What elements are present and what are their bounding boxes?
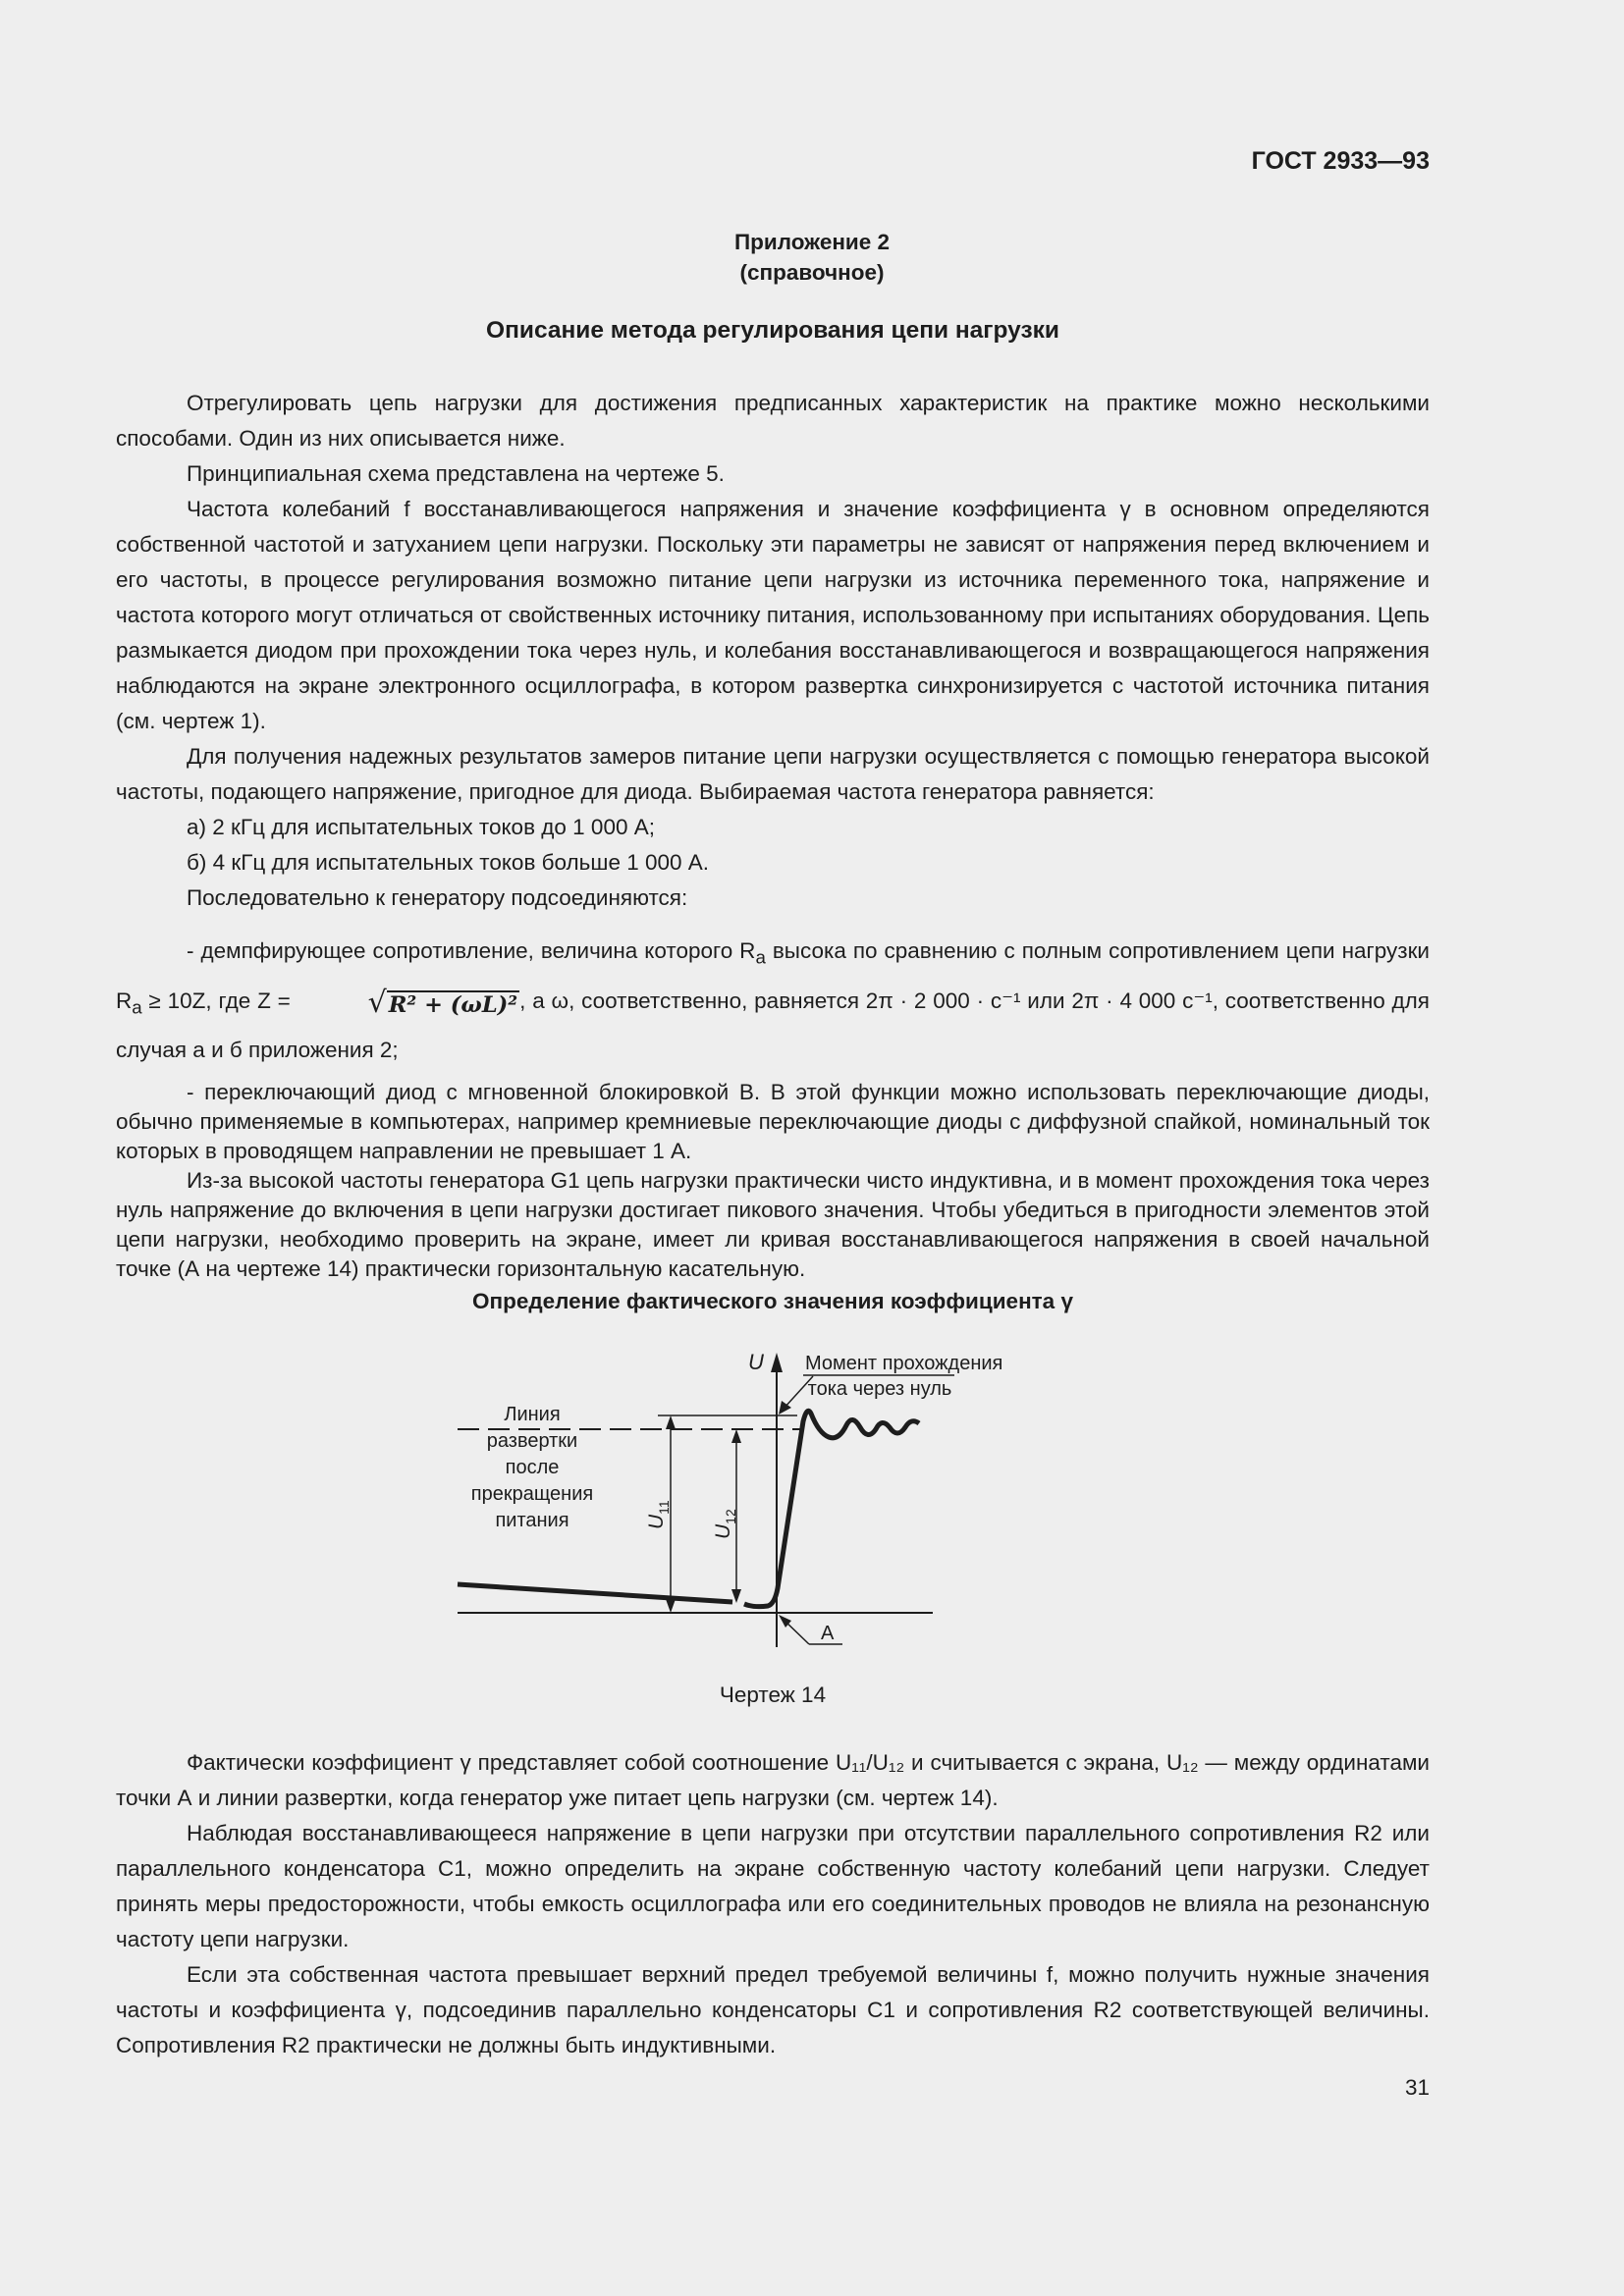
u12-label-sub: 12 [723,1509,738,1524]
sweep-line-supply [458,1584,732,1602]
document-id: ГОСТ 2933—93 [1251,147,1430,175]
recovery-voltage-curve [744,1411,919,1606]
u12-arrow-top [731,1429,741,1443]
label-line-1: Линия [504,1404,561,1425]
impedance-formula: √R² + (ωL)² [367,985,518,1020]
paragraph-10: Из-за высокой частоты генератора G1 цепь нагрузки практически чисто индуктивна, и в момент прохождения тока через нуль напряжение до включения в цепи нагрузки достигает пикового значения. Чтобы убедиться в пригодности элементов этой цепи нагрузки, необходимо проверить на экране, имеет ли кривая восстанавливающегося напряжения в своей начальной точке (А на чертеже 14) практически горизонтальную касательную. [116,1168,1430,1281]
paragraph-q3: Если эта собственная частота превышает верхний предел требуемой величины f, можно получить нужные значения частоты и коэффициента γ, подсоединив параллельно конденсаторы C1 и сопротивления R2 соответствующей величины. Сопротивления R2 практически не должны быть индуктивными. [116,1962,1430,2057]
u12-label [712,1509,738,1539]
label-line-2: развертки [486,1430,578,1452]
appendix-number: Приложение 2 [733,230,891,254]
paragraph-4: Для получения надежных результатов замеров питание цепи нагрузки осуществляется с помощью генератора высокой частоты, подающего напряжение, пригодное для диода. Выбираемая частота генератора равняется: [116,744,1430,804]
paragraph-q1: Фактически коэффициент γ представляет собой соотношение U₁₁/U₁₂ и считывается с экрана, U₁₂ — между ординатами точки А и линии развертки, когда генератор уже питает цепь нагрузки (см. чертеж 14). [116,1750,1430,1810]
p8-sub-2: a [132,996,142,1017]
paragraph-9: - переключающий диод с мгновенной блокировкой B. В этой функции можно использовать переключающие диоды, обычно применяемые в компьютерах, например кремниевые переключающие диоды с диффузной спайкой, номинальный ток которых в проводящем направлении не превышает 1 А. [116,1080,1430,1163]
body-text-2 [116,1745,1430,2063]
p8-text-c: ≥ 10Z, где Z = [141,988,298,1013]
paragraph-3: Частота колебаний f восстанавливающегося напряжения и значение коэффициента γ в основном определяются собственной частотой и затуханием цепи нагрузки. Поскольку эти параметры не зависят от напряжения перед включением и его частоты, в процессе регулирования возможно питание цепи нагрузки из источника переменного тока, напряжение и частота которого могут отличаться от свойственных источнику питания, использованному при испытаниях оборудования. Цепь размыкается диодом при прохождении тока через нуль, и колебания восстанавливающегося и возвращающегося напряжения наблюдаются на экране электронного осциллографа, в котором развертка синхронизируется с частотой источника питания (см. чертеж 1). [116,497,1430,733]
body-text [116,386,1430,1284]
callout-line-2: тока через нуль [807,1378,952,1400]
u11-label-sub: 11 [656,1500,672,1515]
u11-label-main: U [645,1514,668,1529]
figure-caption: Чертеж 14 [719,1682,827,1707]
u12-label-main: U [712,1523,734,1539]
label-line-5: питания [495,1510,569,1531]
paragraph-q2: Наблюдая восстанавливающееся напряжение в цепи нагрузки при отсутствии параллельного сопротивления R2 или параллельного конденсатора C1, можно определить на экране собственную частоту колебаний цепи нагрузки. Следует принять меры предосторожности, чтобы емкость осциллографа или его соединительных проводов не влияла на резонансную частоту цепи нагрузки. [116,1821,1430,1951]
figure-14-diagram [448,1343,1003,1677]
p8-sub-1: a [755,946,766,968]
u11-arrow-bottom [666,1599,676,1613]
section-main-title: Описание метода регулирования цепи нагрузки [486,317,1059,344]
u-axis-arrowhead [771,1353,783,1372]
paragraph-1: Отрегулировать цепь нагрузки для достижения предписанных характеристик на практике можно несколькими способами. Один из них описывается ниже. [116,391,1430,451]
label-line-4: прекращения [470,1483,594,1505]
u-axis-label: U [748,1350,764,1374]
p8-text-d: , а ω, соответственно, равняется 2π · 2 000 · с⁻¹ или 2π · 4 000 с⁻¹, соответственно для случая а и б приложения 2; [116,988,1430,1062]
list-item-b: б) 4 кГц для испытательных токов больше 1 000 А. [187,850,710,875]
paragraph-7: Последовательно к генератору подсоединяются: [187,885,688,910]
point-a-label: А [821,1623,835,1644]
list-item-a: а) 2 кГц для испытательных токов до 1 000 А; [187,815,655,839]
p8-text-a: - демпфирующее сопротивление, величина которого R [187,938,756,963]
p8-text-b: высока по сравнению с полным сопротивлением цепи нагрузки R [116,938,1430,1013]
page-number: 31 [1404,2075,1430,2100]
paragraph-2: Принципиальная схема представлена на чертеже 5. [187,461,725,486]
u11-label [645,1500,672,1529]
label-line-3: после [505,1457,560,1478]
callout-line-1: Момент прохождения [805,1353,1003,1374]
subsection-title: Определение фактического значения коэффициента γ [472,1289,1073,1313]
paragraph-8 [116,930,1430,1072]
appendix-type: (справочное) [739,260,885,285]
u11-arrow-top [666,1415,676,1429]
u12-arrow-bottom [731,1589,741,1603]
